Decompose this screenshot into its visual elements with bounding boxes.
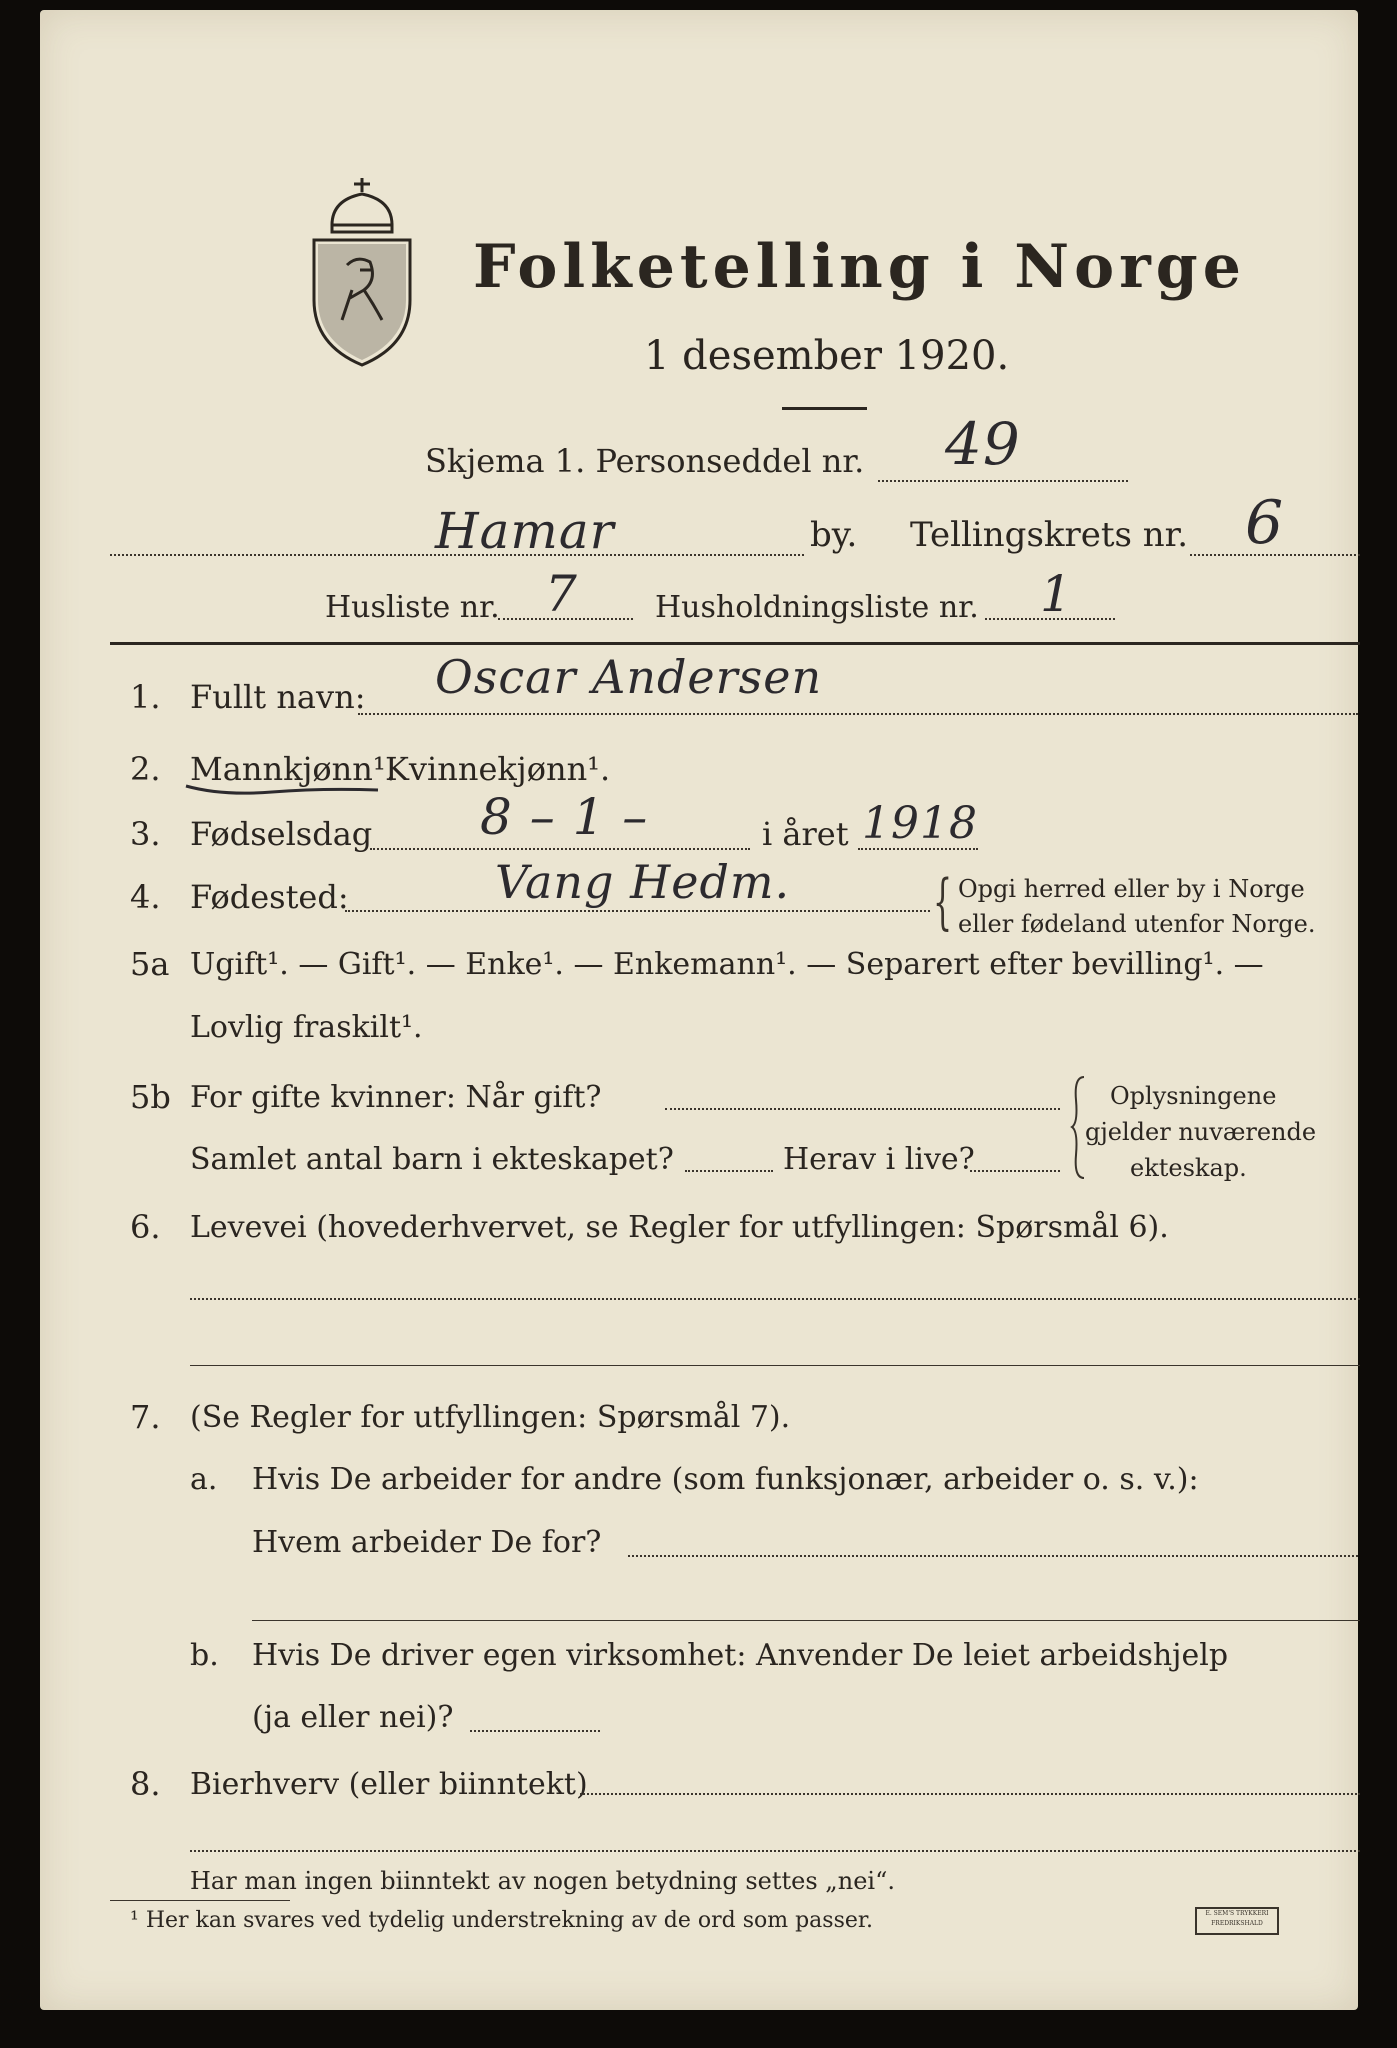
q8-number: 8. xyxy=(130,1765,161,1803)
personseddel-nr-value[interactable]: 49 xyxy=(945,410,1021,478)
q7b-line-1: Hvis De driver egen virksomhet: Anvender De leiet arbeidshjelp xyxy=(252,1638,1229,1673)
birthplace-value[interactable]: Vang Hedm. xyxy=(495,855,791,909)
female-option[interactable]: Kvinnekjønn¹. xyxy=(385,750,611,788)
occupation-dotline-1 xyxy=(190,1298,1360,1300)
full-name-value[interactable]: Oscar Andersen xyxy=(435,650,823,704)
skjema-label: Skjema 1. Personseddel nr. xyxy=(425,442,865,480)
title-divider xyxy=(782,407,867,410)
q7b-line-2: (ja eller nei)? xyxy=(252,1700,454,1735)
q4-label: Fødested: xyxy=(190,878,349,916)
form-title: Folketelling i Norge xyxy=(473,232,1246,302)
city-value[interactable]: Hamar xyxy=(435,502,615,560)
q7a-letter: a. xyxy=(190,1462,218,1497)
q4-number: 4. xyxy=(130,878,161,916)
husliste-nr-value[interactable]: 7 xyxy=(545,565,578,623)
header-rule xyxy=(110,642,1360,645)
birth-year-value[interactable]: 1918 xyxy=(862,798,978,849)
census-form xyxy=(40,10,1358,2010)
printer-mark: E. SEM'S TRYKKERI FREDRIKSHALD xyxy=(1195,1907,1279,1935)
census-date: 1 desember 1920. xyxy=(644,333,1010,379)
q1-label: Fullt navn: xyxy=(190,678,366,716)
husliste-label: Husliste nr. xyxy=(325,590,500,625)
employer-line-2 xyxy=(252,1620,1360,1621)
q4-note-1: Opgi herred eller by i Norge xyxy=(958,875,1305,903)
q6-label: Levevei (hovederhvervet, se Regler for utfyllingen: Spørsmål 6). xyxy=(190,1210,1169,1245)
footnote-rule xyxy=(110,1900,290,1901)
husholdningsliste-nr-value[interactable]: 1 xyxy=(1040,565,1073,623)
q5b-note-3: ekteskap. xyxy=(1130,1154,1247,1182)
coat-of-arms-icon xyxy=(302,170,422,374)
occupation-line-2 xyxy=(190,1365,1360,1366)
q3-label: Fødselsdag xyxy=(190,815,373,853)
side-income-dotline-2 xyxy=(190,1850,1360,1852)
q1-number: 1. xyxy=(130,678,161,716)
q2-number: 2. xyxy=(130,750,161,788)
children-dotline xyxy=(685,1170,773,1172)
employer-dotline xyxy=(628,1555,1358,1557)
q6-number: 6. xyxy=(130,1208,161,1246)
q5b-note-2: gjelder nuværende xyxy=(1085,1118,1317,1146)
tellingskrets-nr-value[interactable]: 6 xyxy=(1245,488,1285,558)
q7a-line-2: Hvem arbeider De for? xyxy=(252,1525,602,1560)
q3-dotline xyxy=(370,848,750,850)
q4-dotline xyxy=(345,910,930,912)
q5b-alive-label: Herav i live? xyxy=(783,1142,975,1177)
side-income-dotline xyxy=(580,1793,1360,1795)
q7-number: 7. xyxy=(130,1398,161,1436)
personseddel-dotline xyxy=(878,480,1128,482)
birthdate-value[interactable]: 8 – 1 – xyxy=(480,788,649,846)
q7-label: (Se Regler for utfyllingen: Spørsmål 7). xyxy=(190,1400,791,1435)
q4-note-2: eller fødeland utenfor Norge. xyxy=(958,910,1316,938)
male-option[interactable]: Mannkjønn¹. xyxy=(190,750,396,788)
q5b-number: 5b xyxy=(130,1078,171,1116)
married-when-dotline xyxy=(665,1108,1060,1110)
q1-dotline xyxy=(358,713,1358,715)
q8-label: Bierhverv (eller biinntekt) xyxy=(190,1767,588,1802)
q5b-children-label: Samlet antal barn i ekteskapet? xyxy=(190,1142,674,1177)
q5a-number: 5a xyxy=(130,945,170,983)
alive-dotline xyxy=(970,1170,1060,1172)
q4-brace: { xyxy=(933,867,953,937)
q5b-note-1: Oplysningene xyxy=(1110,1082,1277,1110)
by-label: by. xyxy=(810,515,858,555)
q5b-line-1: For gifte kvinner: Når gift? xyxy=(190,1080,602,1115)
husholdningsliste-label: Husholdningsliste nr. xyxy=(655,590,979,625)
male-underline-mark xyxy=(182,780,382,804)
q3-number: 3. xyxy=(130,815,161,853)
q7a-line-1: Hvis De arbeider for andre (som funksjonær, arbeider o. s. v.): xyxy=(252,1462,1199,1497)
year-label: i året xyxy=(762,815,849,853)
marital-status-options-2[interactable]: Lovlig fraskilt¹. xyxy=(190,1010,423,1045)
q7b-letter: b. xyxy=(190,1638,219,1673)
footnote: ¹ Her kan svares ved tydelig understrekning av de ord som passer. xyxy=(130,1908,873,1933)
marital-status-options[interactable]: Ugift¹. — Gift¹. — Enke¹. — Enkemann¹. — Separert efter bevilling¹. — xyxy=(190,947,1264,982)
tellingskrets-label: Tellingskrets nr. xyxy=(910,515,1189,555)
nei-note: Har man ingen biinntekt av nogen betydning settes „nei“. xyxy=(190,1867,895,1895)
hired-help-dotline xyxy=(470,1730,600,1732)
